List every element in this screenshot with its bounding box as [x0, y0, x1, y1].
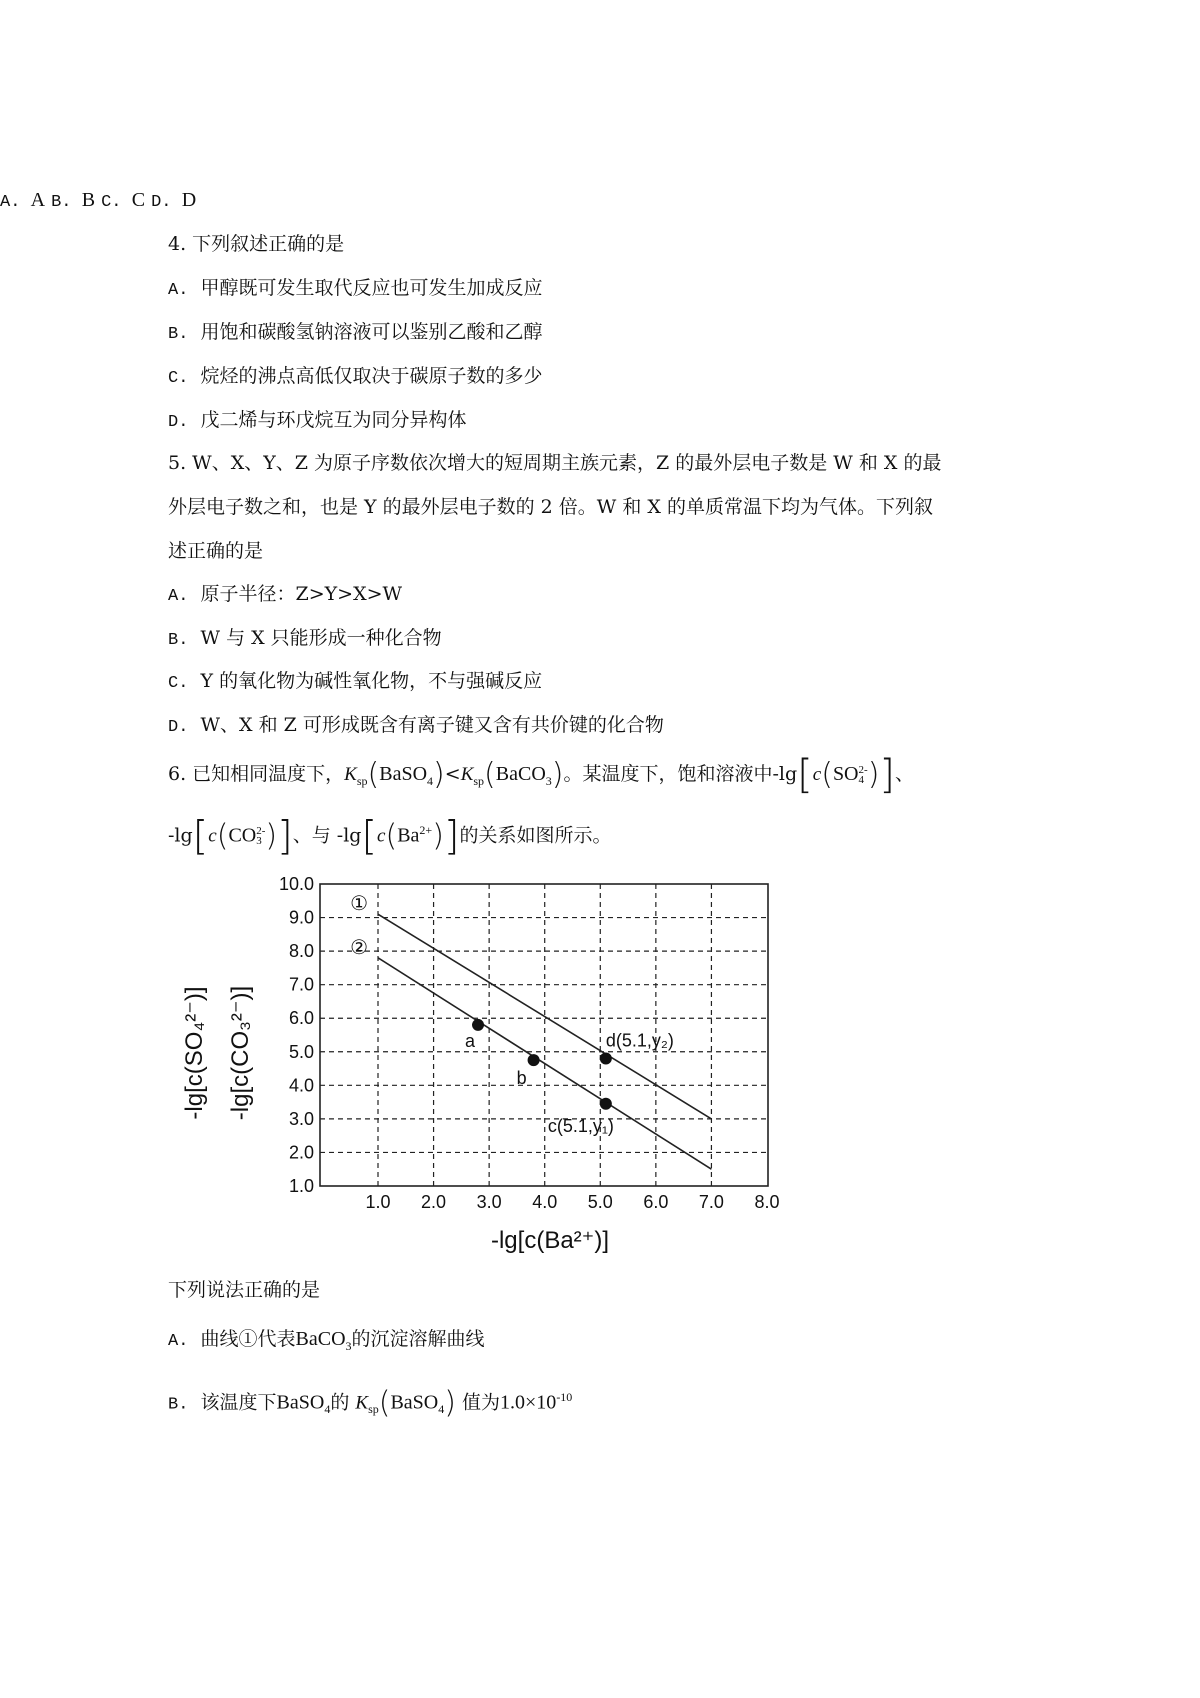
- option-formula-sub: 4: [324, 1402, 331, 1417]
- option-label: B.: [51, 193, 82, 212]
- option-label: D.: [168, 413, 189, 432]
- option-label: A.: [168, 281, 189, 300]
- q4-option-a: [168, 276, 543, 303]
- q3-options-row: [0, 188, 1200, 215]
- option-label: A.: [168, 1332, 189, 1351]
- q3-option-c: [101, 189, 145, 211]
- q4-option-b: [168, 320, 543, 347]
- option-text: 戊二烯与环戊烷互为同分异构体: [200, 409, 467, 431]
- plot-frame: [320, 884, 768, 1186]
- option-text: 原子半径：Z>Y>X>W: [200, 583, 403, 605]
- y-tick-label: 9.0: [288, 907, 314, 928]
- option-label: B.: [168, 325, 189, 344]
- point-label: c(5.1,y₁): [547, 1115, 614, 1136]
- option-label: A.: [0, 193, 31, 212]
- q3-option-b: [51, 189, 95, 211]
- x-tick-label: 4.0: [532, 1192, 558, 1212]
- option-text: 烷烃的沸点高低仅取决于碳原子数的多少: [200, 365, 543, 387]
- option-text-pre: 曲线①代表: [200, 1328, 296, 1350]
- option-text: D: [181, 189, 197, 211]
- option-formula-sub: 3: [345, 1338, 352, 1353]
- y-axis-label-2: -lg[c(CO₃²⁻)]: [227, 985, 254, 1121]
- y-tick-label: 10.0: [278, 874, 314, 894]
- option-text: Y 的氧化物为碱性氧化物，不与强碱反应: [200, 670, 543, 692]
- data-point-a: [472, 1019, 484, 1031]
- option-text-post: 的沉淀溶解曲线: [351, 1328, 485, 1350]
- series-label-2: ②: [350, 936, 368, 959]
- option-label: D.: [151, 193, 182, 212]
- option-value-exp: -10: [556, 1390, 573, 1404]
- q6-option-a: [168, 1327, 485, 1358]
- option-text: C: [131, 189, 146, 211]
- x-axis-label: -lg[c(Ba²⁺)]: [490, 1227, 610, 1254]
- q5-option-d: [168, 713, 664, 740]
- q6-ask: 下列说法正确的是: [168, 1279, 321, 1301]
- q5-stem-line-2: 外层电子数之和，也是 Y 的最外层电子数的 2 倍。W 和 X 的单质常温下均为气体。下列叙: [168, 496, 933, 518]
- option-text: W 与 X 只能形成一种化合物: [200, 627, 442, 649]
- y-axis-label-1: -lg[c(SO₄²⁻)]: [181, 986, 208, 1120]
- ksp-symbol: K: [344, 764, 357, 785]
- option-label: D.: [168, 718, 189, 737]
- option-text: 用饱和碳酸氢钠溶液可以鉴别乙酸和乙醇: [200, 321, 543, 343]
- option-formula: BaSO: [276, 1391, 325, 1414]
- y-tick-label: 6.0: [288, 1008, 314, 1029]
- y-tick-label: 4.0: [288, 1075, 314, 1096]
- q5-option-a: [168, 582, 402, 609]
- q4-stem: 4. 下列叙述正确的是: [168, 233, 345, 255]
- q6-option-b: B. 该温度下BaSO$_4$的 $K_{sp}(BaSO_4)$ 值为$1.0\times 10^{-10}$: [168, 1385, 573, 1421]
- option-text-pre: 该温度下: [200, 1391, 277, 1414]
- option-label: B.: [168, 631, 189, 650]
- data-point-b: [528, 1054, 540, 1066]
- point-label: a: [465, 1030, 476, 1051]
- x-tick-label: 3.0: [476, 1192, 502, 1212]
- y-tick-label: 5.0: [288, 1041, 314, 1062]
- option-value: 1.0×10: [500, 1391, 557, 1414]
- q3-option-d: [151, 189, 196, 211]
- x-tick-label: 7.0: [698, 1192, 724, 1212]
- option-text: 甲醇既可发生取代反应也可发生加成反应: [200, 277, 543, 299]
- option-formula: BaCO: [295, 1328, 346, 1350]
- q6-stem-end: 的关系如图所示。: [459, 824, 612, 847]
- x-tick-label: 2.0: [421, 1192, 447, 1212]
- q6-stem-line-2: -lg[c(CO2- 3 )]、与 $-\lg[c(Ba^{2+})]$的关系如图所示。: [168, 813, 612, 860]
- x-tick-label: 5.0: [587, 1192, 613, 1212]
- option-label: A.: [168, 587, 189, 606]
- q5-stem-line-1: 5. W、X、Y、Z 为原子序数依次增大的短周期主族元素，Z 的最外层电子数是 W 和 X 的最: [168, 452, 942, 474]
- option-text: W、X 和 Z 可形成既含有离子键又含有共价键的化合物: [200, 714, 664, 736]
- q4-option-d: [168, 408, 467, 435]
- y-tick-label: 2.0: [288, 1142, 314, 1163]
- option-label: C.: [101, 193, 132, 212]
- y-tick-label: 8.0: [288, 941, 314, 962]
- option-label: B.: [168, 1395, 189, 1415]
- x-tick-label: 1.0: [365, 1192, 391, 1212]
- option-label: C.: [168, 369, 189, 388]
- x-tick-label: 8.0: [754, 1192, 780, 1212]
- y-tick-label: 7.0: [288, 974, 314, 995]
- y-tick-label: 3.0: [288, 1108, 314, 1129]
- x-tick-label: 6.0: [643, 1192, 669, 1212]
- q5-option-c: [168, 669, 542, 696]
- option-label: C.: [168, 674, 189, 693]
- point-label: b: [516, 1068, 527, 1089]
- series-label-1: ①: [350, 893, 368, 916]
- data-point-d: [600, 1052, 612, 1064]
- option-text: A: [30, 189, 46, 211]
- option-text-post: 的: [330, 1391, 350, 1414]
- q4-option-c: [168, 364, 543, 391]
- q6-stem-line-1: 6. 已知相同温度下，$K_{sp}(BaSO_4)<K_{sp}(BaCO_3)$。某温度下，饱和溶液中-lg[c(SO2- 4 )]、: [168, 752, 915, 798]
- ksp-chart: [160, 868, 800, 1258]
- data-point-c: [600, 1098, 612, 1110]
- option-text-mid: 值为: [462, 1391, 501, 1414]
- option-text: B: [81, 189, 96, 211]
- y-tick-label: 1.0: [288, 1176, 314, 1196]
- q3-option-a: [0, 189, 45, 211]
- point-label: d(5.1,y₂): [605, 1030, 674, 1051]
- q5-stem-line-3: 述正确的是: [168, 540, 264, 562]
- q6-stem-prefix: 6. 已知相同温度下，: [168, 763, 345, 785]
- series-line-1: [378, 914, 711, 1119]
- q5-option-b: [168, 626, 442, 653]
- q6-stem-mid: 。某温度下，饱和溶液中: [563, 763, 773, 785]
